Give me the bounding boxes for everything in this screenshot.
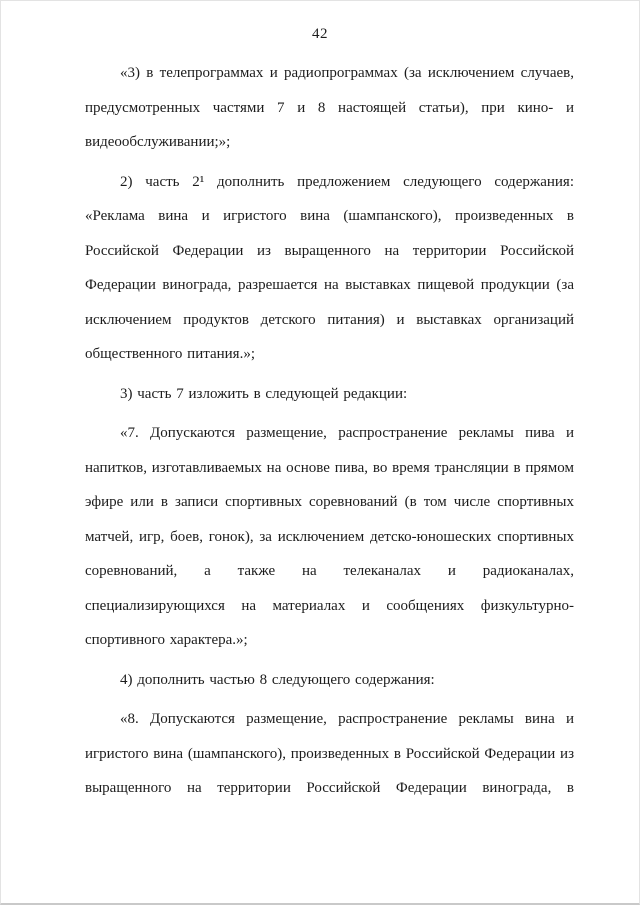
paragraph-part7-beer-advertising: «7. Допускаются размещение, распространение рекламы пива и напитков, изготавливаемых на основе пива, во время трансляции в прямом эфире или в записи спортивных соревнований (в том числе спортивных матчей, игр, боев, гонок), за исключением детско-юношеских спортивных соревнований, а также на телеканалах и радиоканалах, специализирующихся на материалах и сообщениях физкультурно-спортивного характера.»; (85, 425, 574, 648)
document-body (85, 56, 574, 811)
paragraph-item-2-wine-amendment: 2) часть 2¹ дополнить предложением следующего содержания: «Реклама вина и игристого вина (шампанского), произведенных в Российской Федерации из выращенного на территории Российской Федерации винограда, разрешается на выставках пищевой продукции (за исключением продуктов детского питания) и выставках организаций общественного питания.»; (85, 173, 574, 362)
paragraph-subitem-3-tv-radio: «3) в телепрограммах и радиопрограммах (за исключением случаев, предусмотренных частями 7 и 8 настоящей статьи), при кино- и видеообслуживании;»; (85, 65, 574, 150)
page-number: 42 (312, 26, 328, 42)
paragraph-part8-wine-advertising: «8. Допускаются размещение, распространение рекламы вина и игристого вина (шампанского), произведенных в Российской Федерации из выращенного на территории Российской Федерации винограда, в (85, 711, 574, 796)
paragraph-item-3-part7-heading: 3) часть 7 изложить в следующей редакции: (120, 385, 408, 402)
paragraph-item-4-part8-heading: 4) дополнить частью 8 следующего содержания: (120, 671, 435, 688)
